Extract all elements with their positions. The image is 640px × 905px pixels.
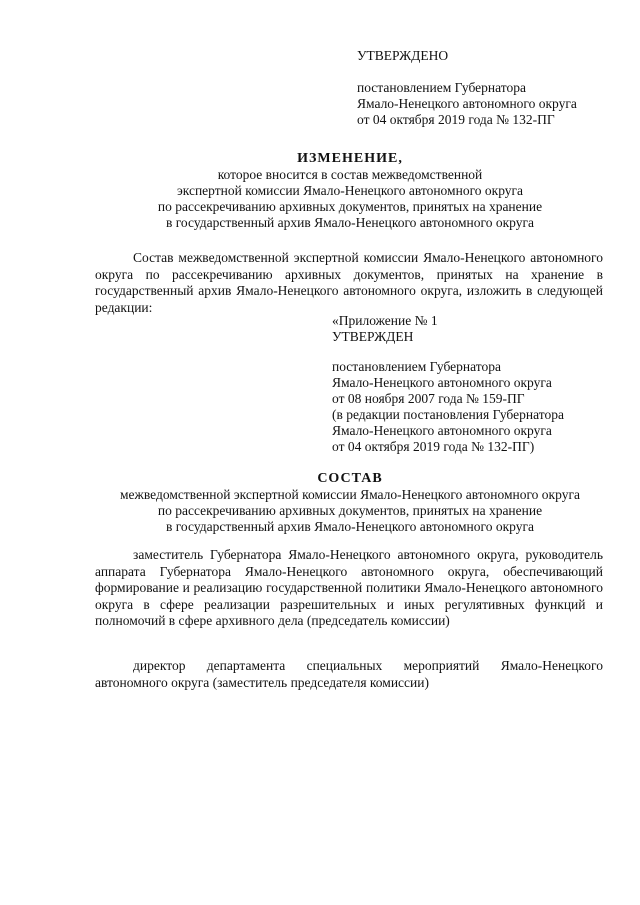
member-description: заместитель Губернатора Ямало-Ненецкого автономного округа, руководитель аппарата Губернатора Ямало-Ненецкого автономного округа, обеспечивающий формирование и реализацию государственной политики Ямало-Ненецкого автономного округа в сфере реализации разрешительных и иных регулятивных функций и полномочий в сфере архивного дела (председатель комиссии) (95, 547, 603, 628)
amendment-body (95, 250, 603, 316)
composition-member (95, 547, 603, 630)
appendix-label: «Приложение № 1 (332, 313, 438, 328)
approval-head: УТВЕРЖДЕНО (357, 48, 449, 63)
appendix-line: Ямало-Ненецкого автономного округа (332, 375, 552, 390)
amendment-subtitle-line: в государственный архив Ямало-Ненецкого автономного округа (165, 215, 535, 230)
member-description: директор департамента специальных мероприятий Ямало-Ненецкого автономного округа (заместитель председателя комиссии) (95, 658, 603, 690)
composition-member (95, 658, 603, 691)
amendment-subtitle-line: которое вносится в состав межведомственной (217, 167, 483, 182)
approval-line: от 04 октября 2019 года № 132-ПГ (357, 112, 555, 127)
composition-subtitle-line: по рассекречиванию архивных документов, принятых на хранение (157, 503, 543, 518)
composition-heading (95, 470, 605, 535)
approval-line: Ямало-Ненецкого автономного округа (357, 96, 577, 111)
amendment-paragraph: Состав межведомственной экспертной комиссии Ямало-Ненецкого автономного округа по рассекречиванию архивных документов, принятых на хранение в государственный архив Ямало-Ненецкого автономного округа, изложить в следующей редакции: (95, 250, 603, 315)
composition-subtitle-line: межведомственной экспертной комиссии Ямало-Ненецкого автономного округа (120, 487, 580, 502)
appendix-line: Ямало-Ненецкого автономного округа (332, 423, 552, 438)
amendment-subtitle-line: экспертной комиссии Ямало-Ненецкого автономного округа (176, 183, 524, 198)
appendix-line: от 08 ноября 2007 года № 159-ПГ (332, 391, 525, 406)
approval-line: постановлением Губернатора (357, 80, 526, 95)
amendment-heading (95, 150, 605, 231)
amendment-title: ИЗМЕНЕНИЕ, (297, 151, 403, 166)
appendix-stamp (332, 313, 564, 455)
amendment-subtitle-line: по рассекречиванию архивных документов, принятых на хранение (157, 199, 543, 214)
appendix-line: от 04 октября 2019 года № 132-ПГ) (332, 439, 535, 454)
appendix-line: (в редакции постановления Губернатора (332, 407, 564, 422)
approval-stamp (357, 48, 577, 128)
composition-title: СОСТАВ (317, 471, 383, 486)
composition-subtitle-line: в государственный архив Ямало-Ненецкого автономного округа (165, 519, 535, 534)
appendix-approved: УТВЕРЖДЕН (332, 329, 414, 344)
appendix-line: постановлением Губернатора (332, 359, 501, 374)
